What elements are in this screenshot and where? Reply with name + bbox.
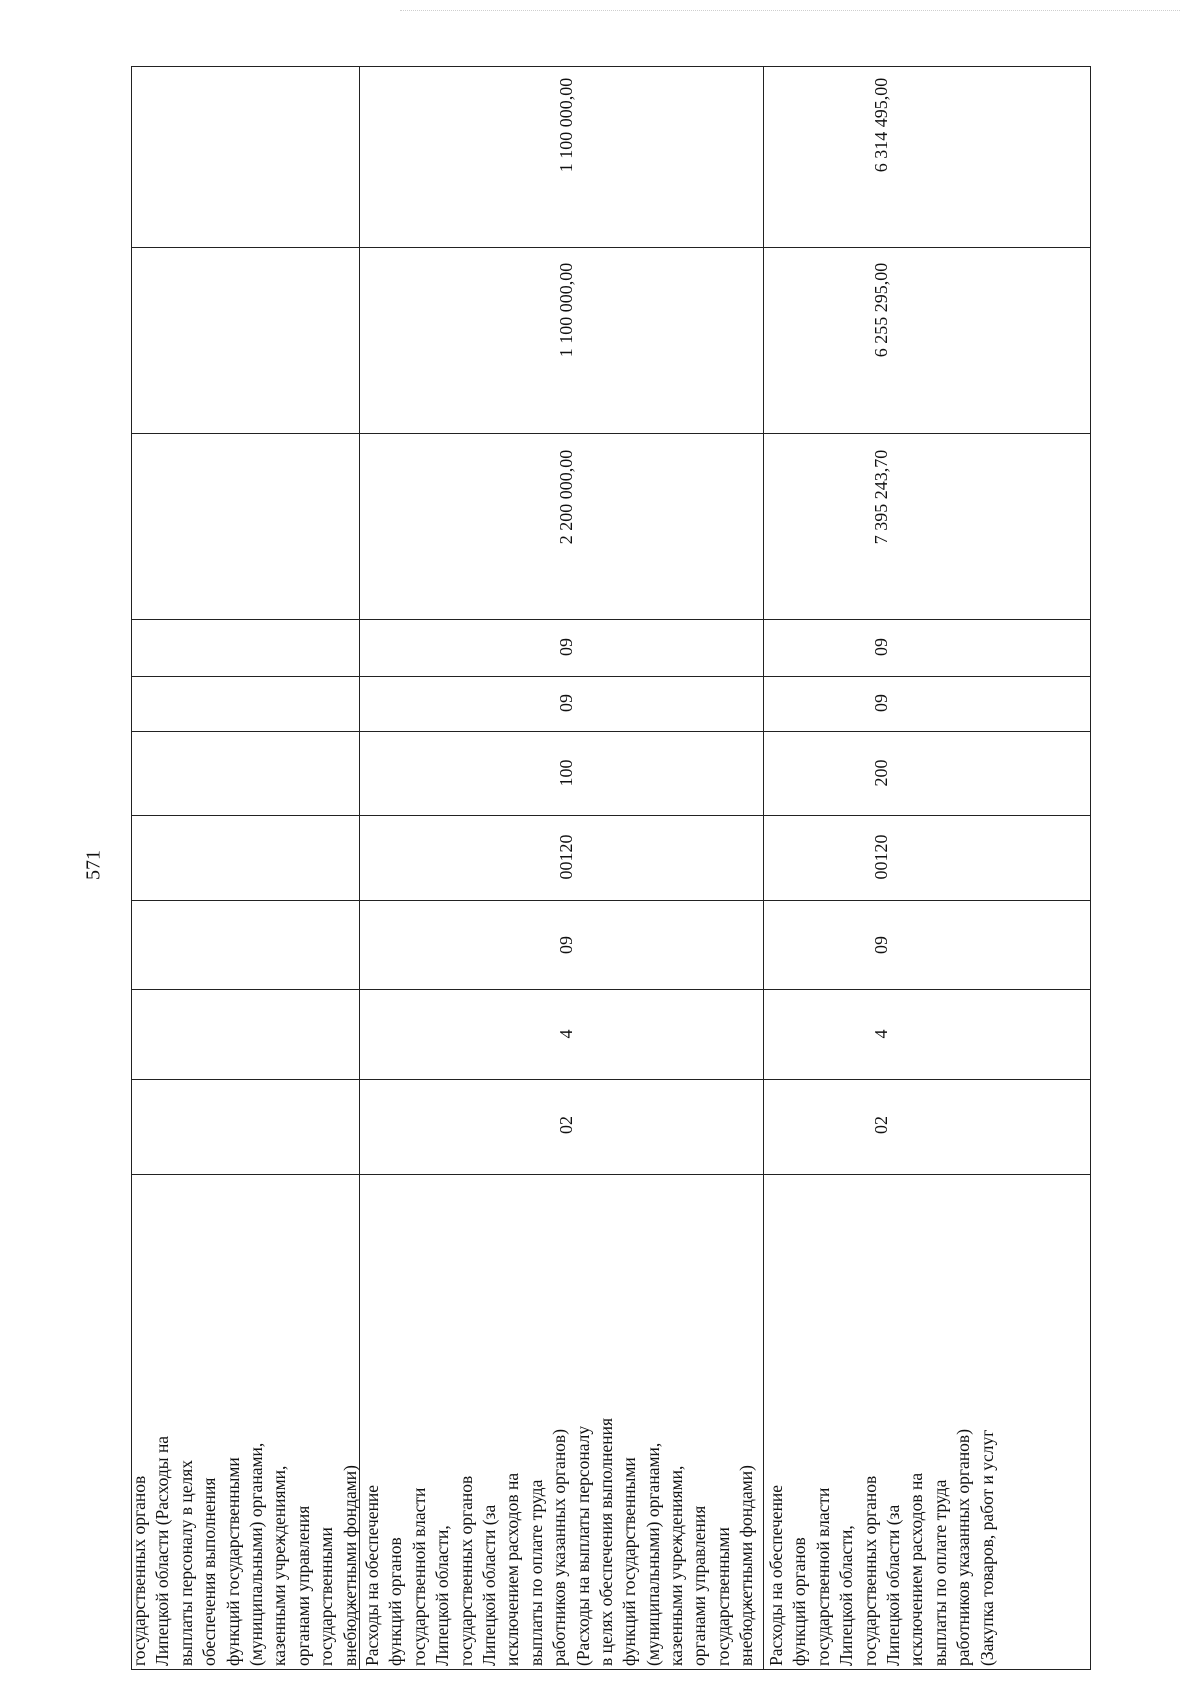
- description-line: (Расходы на выплаты персоналу: [572, 1425, 593, 1666]
- description-line: (муниципальными) органами,: [245, 1442, 266, 1666]
- description-line: выплаты по оплате труда: [525, 1479, 546, 1666]
- description-line: выплаты по оплате труда: [929, 1479, 950, 1666]
- description-line: Липецкой области (Расходы на: [152, 1435, 173, 1666]
- description-line: государственными: [712, 1527, 733, 1666]
- description-line: органами управления: [689, 1505, 710, 1666]
- description-line: Расходы на обеспечение: [362, 1484, 382, 1666]
- description-line: выплаты персоналу в целях: [175, 1459, 196, 1666]
- description-line: органами управления: [292, 1505, 313, 1666]
- row-divider: [763, 66, 764, 1670]
- description-line: внебюджетными фондами): [339, 1465, 360, 1666]
- column-divider: [131, 247, 1091, 248]
- description-lines: [361, 1418, 759, 1666]
- description-line: государственных органов: [859, 1475, 880, 1666]
- column-divider: [131, 1174, 1091, 1175]
- description-line: государственных органов: [455, 1475, 476, 1666]
- description-line: работников указанных органов): [953, 1428, 974, 1666]
- column-divider: [131, 433, 1091, 434]
- description-line: работников указанных органов): [549, 1428, 570, 1666]
- description-line: внебюджетными фондами): [736, 1465, 757, 1666]
- description-line: Липецкой области (за: [882, 1504, 903, 1666]
- description-lines: [128, 1436, 362, 1666]
- column-divider: [131, 815, 1091, 816]
- description-line: исключением расходов на: [906, 1472, 927, 1666]
- description-line: в целях обеспечения выполнения: [595, 1417, 616, 1666]
- description-line: функций государственными: [222, 1457, 243, 1666]
- description-lines: [765, 1429, 999, 1666]
- scan-artifact: [400, 10, 1180, 13]
- description-line: государственной власти: [408, 1487, 429, 1666]
- column-divider: [131, 731, 1091, 732]
- description-line: казенными учреждениями,: [269, 1465, 290, 1666]
- description-line: государственными: [316, 1527, 337, 1666]
- description-line: функций органов: [385, 1537, 406, 1666]
- description-line: государственной власти: [812, 1487, 833, 1666]
- row-divider: [359, 66, 360, 1670]
- column-divider: [131, 900, 1091, 901]
- description-line: (Закупка товаров, работ и услуг: [976, 1429, 997, 1666]
- description-line: (муниципальными) органами,: [642, 1442, 663, 1666]
- description-line: обеспечения выполнения: [199, 1477, 220, 1666]
- description-line: функций государственными: [619, 1457, 640, 1666]
- column-divider: [131, 1079, 1091, 1080]
- column-divider: [131, 676, 1091, 677]
- description-line: Липецкой области (за: [478, 1504, 499, 1666]
- description-line: казенными учреждениями,: [666, 1465, 687, 1666]
- column-divider: [131, 989, 1091, 990]
- description-line: функций органов: [789, 1537, 810, 1666]
- description-line: исключением расходов на: [502, 1472, 523, 1666]
- description-line: государственных органов: [129, 1475, 149, 1666]
- description-line: Липецкой области,: [836, 1525, 857, 1666]
- column-divider: [131, 619, 1091, 620]
- description-line: Липецкой области,: [432, 1525, 453, 1666]
- description-line: Расходы на обеспечение: [766, 1484, 786, 1666]
